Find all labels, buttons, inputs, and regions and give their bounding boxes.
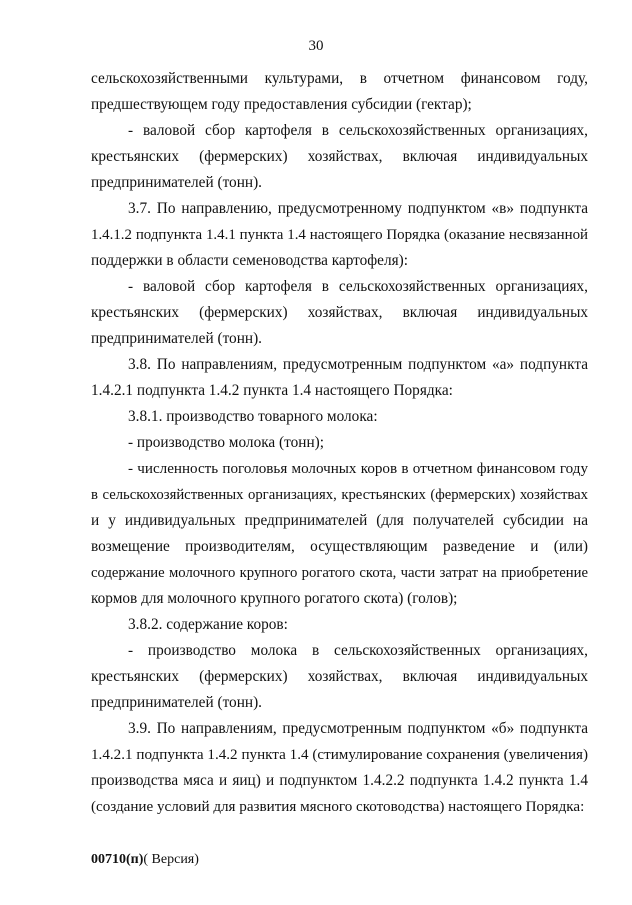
text-line: 3.7. По направлению, предусмотренному подпунктом «в» подпункта bbox=[128, 200, 588, 217]
page-number: 30 bbox=[308, 38, 324, 54]
text-line: - производство молока в сельскохозяйственных организациях, bbox=[128, 642, 588, 659]
text-line: 3.9. По направлениям, предусмотренным подпунктом «б» подпункта bbox=[128, 720, 588, 737]
text-line: 1.4.2.1 подпункта 1.4.2 пункта 1.4 (стимулирование сохранения (увеличения) bbox=[91, 747, 588, 763]
text-line: поддержки в области семеноводства картофеля): bbox=[91, 252, 408, 269]
text-line: предшествующем году предоставления субсидии (гектар); bbox=[91, 96, 472, 113]
text-line: предпринимателей (тонн). bbox=[91, 174, 262, 191]
text-line: крестьянских (фермерских) хозяйствах, включая индивидуальных bbox=[91, 668, 588, 685]
text-line: 1.4.2.1 подпункта 1.4.2 пункта 1.4 настоящего Порядка: bbox=[91, 382, 453, 399]
text-line: - валовой сбор картофеля в сельскохозяйственных организациях, bbox=[128, 278, 588, 295]
document-code: 00710(п) bbox=[91, 852, 144, 867]
text-line: 3.8.2. содержание коров: bbox=[128, 616, 288, 633]
text-line: предпринимателей (тонн). bbox=[91, 330, 262, 347]
text-line: и у индивидуальных предпринимателей (для получателей субсидии на bbox=[91, 512, 588, 529]
document-footer bbox=[91, 851, 199, 869]
text-line: (создание условий для развития мясного скотоводства) настоящего Порядка: bbox=[91, 799, 585, 815]
text-line: 1.4.1.2 подпункта 1.4.1 пункта 1.4 настоящего Порядка (оказание несвязанной bbox=[91, 227, 588, 243]
text-line: кормов для молочного крупного рогатого скота) (голов); bbox=[91, 590, 458, 607]
text-line: производства мяса и яиц) и подпунктом 1.4.2.2 подпункта 1.4.2 пункта 1.4 bbox=[91, 772, 588, 789]
text-line: возмещение производителям, осуществляющим разведение и (или) bbox=[91, 538, 588, 555]
text-line: сельскохозяйственными культурами, в отчетном финансовом году, bbox=[91, 70, 588, 87]
text-line: - валовой сбор картофеля в сельскохозяйственных организациях, bbox=[128, 122, 588, 139]
text-line: крестьянских (фермерских) хозяйствах, включая индивидуальных bbox=[91, 304, 588, 321]
text-line: - численность поголовья молочных коров в отчетном финансовом году bbox=[128, 461, 588, 477]
text-line: содержание молочного крупного рогатого скота, части затрат на приобретение bbox=[91, 565, 588, 581]
text-line: крестьянских (фермерских) хозяйствах, включая индивидуальных bbox=[91, 148, 588, 165]
document-body bbox=[91, 66, 588, 820]
text-line: предпринимателей (тонн). bbox=[91, 694, 262, 711]
text-line: 3.8. По направлениям, предусмотренным подпунктом «а» подпункта bbox=[128, 356, 588, 373]
text-line: в сельскохозяйственных организациях, крестьянских (фермерских) хозяйствах bbox=[91, 487, 588, 503]
text-line: - производство молока (тонн); bbox=[128, 434, 324, 451]
text-line: 3.8.1. производство товарного молока: bbox=[128, 408, 378, 425]
document-version: ( Версия) bbox=[143, 852, 199, 867]
